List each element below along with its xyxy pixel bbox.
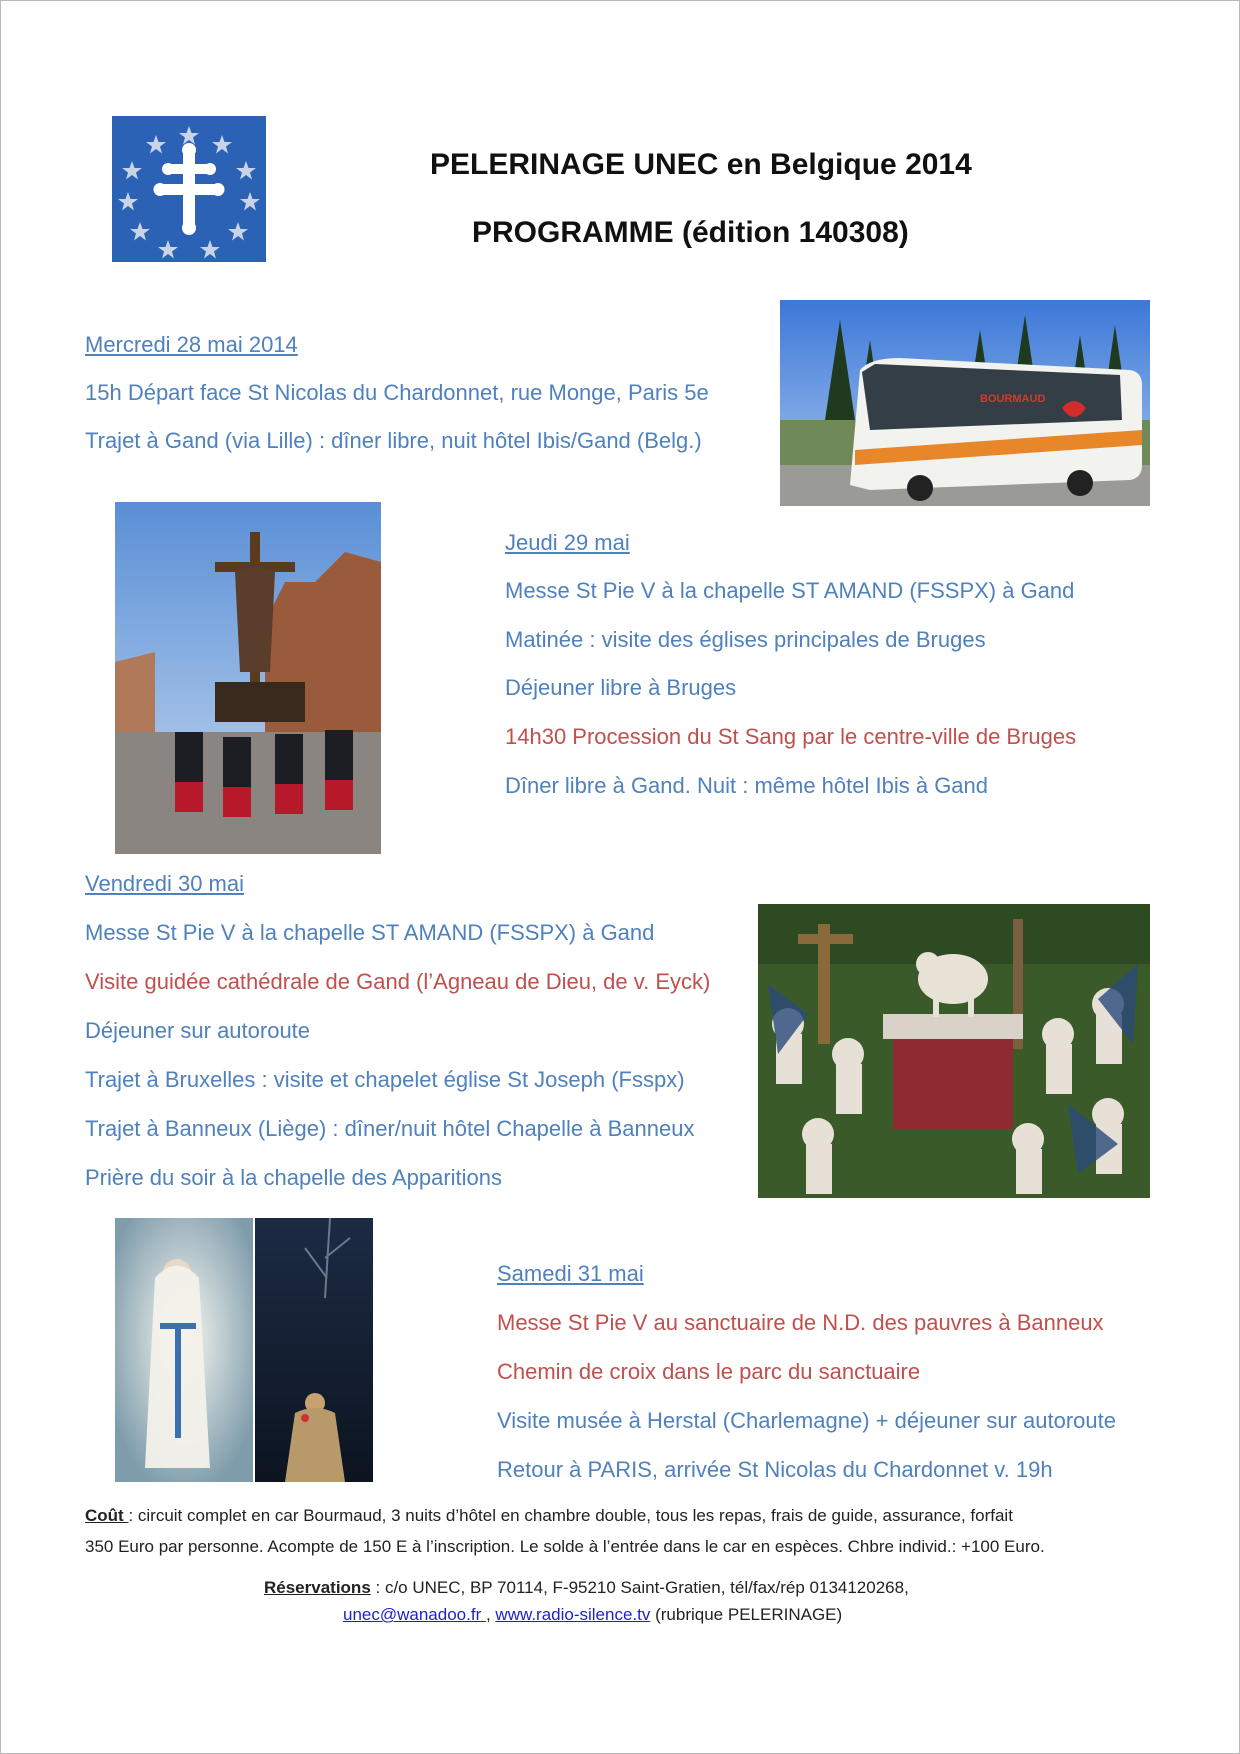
fri-item: Prière du soir à la chapelle des Apparitions — [85, 1165, 503, 1190]
fri-item: Trajet à Banneux (Liège) : dîner/nuit hôtel Chapelle à Banneux — [85, 1116, 695, 1141]
thu-item: Matinée : visite des églises principales de Bruges — [505, 627, 986, 652]
day-title-wed: Mercredi 28 mai 2014 — [85, 332, 298, 357]
mariette-beco-image — [255, 1218, 373, 1482]
thu-item: Messe St Pie V à la chapelle ST AMAND (FSSPX) à Gand — [505, 578, 1075, 603]
sat-item: Retour à PARIS, arrivée St Nicolas du Chardonnet v. 19h — [497, 1457, 1053, 1482]
sat-item: Chemin de croix dans le parc du sanctuaire — [497, 1359, 921, 1384]
link-separator: , — [485, 1605, 496, 1624]
cost-label: Coût — [85, 1506, 129, 1525]
thu-item: 14h30 Procession du St Sang par le centre-ville de Bruges — [505, 724, 1077, 749]
reservations-label: Réservations — [264, 1578, 371, 1597]
day-title-fri: Vendredi 30 mai — [85, 871, 244, 896]
cost-line-1 — [85, 1506, 1013, 1526]
day-title-sat: Samedi 31 mai — [497, 1261, 644, 1286]
fri-item: Visite guidée cathédrale de Gand (l’Agneau de Dieu, de v. Eyck) — [85, 969, 711, 994]
day-title-thu: Jeudi 29 mai — [505, 530, 630, 555]
procession-photo — [115, 502, 381, 854]
wed-item: Trajet à Gand (via Lille) : dîner libre, nuit hôtel Ibis/Gand (Belg.) — [85, 428, 702, 453]
reservations-line-2 — [343, 1605, 842, 1625]
sat-item: Visite musée à Herstal (Charlemagne) + déjeuner sur autoroute — [497, 1408, 1116, 1433]
lamb-of-god-painting — [758, 904, 1150, 1198]
email-link[interactable]: unec@wanadoo.fr — [343, 1605, 486, 1624]
thu-item: Déjeuner libre à Bruges — [505, 675, 737, 700]
bus-photo — [780, 300, 1150, 506]
virgin-of-banneux-image — [115, 1218, 253, 1482]
fri-item: Déjeuner sur autoroute — [85, 1018, 311, 1043]
fri-item: Messe St Pie V à la chapelle ST AMAND (FSSPX) à Gand — [85, 920, 655, 945]
title-line-2: PROGRAMME (édition 140308) — [472, 216, 909, 249]
title-line-1: PELERINAGE UNEC en Belgique 2014 — [430, 148, 972, 181]
reservations-line-1 — [264, 1578, 909, 1598]
bus-brand-text: BOURMAUD — [980, 393, 1046, 405]
unec-logo — [112, 116, 266, 262]
wed-item: 15h Départ face St Nicolas du Chardonnet, rue Monge, Paris 5e — [85, 380, 709, 405]
reservations-text: : c/o UNEC, BP 70114, F-95210 Saint-Gratien, tél/fax/rép 0134120268, — [370, 1578, 909, 1597]
cost-line-2: 350 Euro par personne. Acompte de 150 E à l’inscription. Le solde à l’entrée dans le car en espèces. Chbre individ.: +100 Euro. — [85, 1537, 1045, 1556]
sat-item: Messe St Pie V au sanctuaire de N.D. des pauvres à Banneux — [497, 1310, 1104, 1335]
website-link[interactable]: www.radio-silence.tv — [495, 1605, 651, 1624]
thu-item: Dîner libre à Gand. Nuit : même hôtel Ibis à Gand — [505, 773, 989, 798]
cost-text-1: : circuit complet en car Bourmaud, 3 nuits d’hôtel en chambre double, tous les repas, frais de guide, assurance, forfait — [128, 1506, 1013, 1525]
fri-item: Trajet à Bruxelles : visite et chapelet église St Joseph (Fsspx) — [85, 1067, 685, 1092]
rubrique-text: (rubrique PELERINAGE) — [650, 1605, 843, 1624]
